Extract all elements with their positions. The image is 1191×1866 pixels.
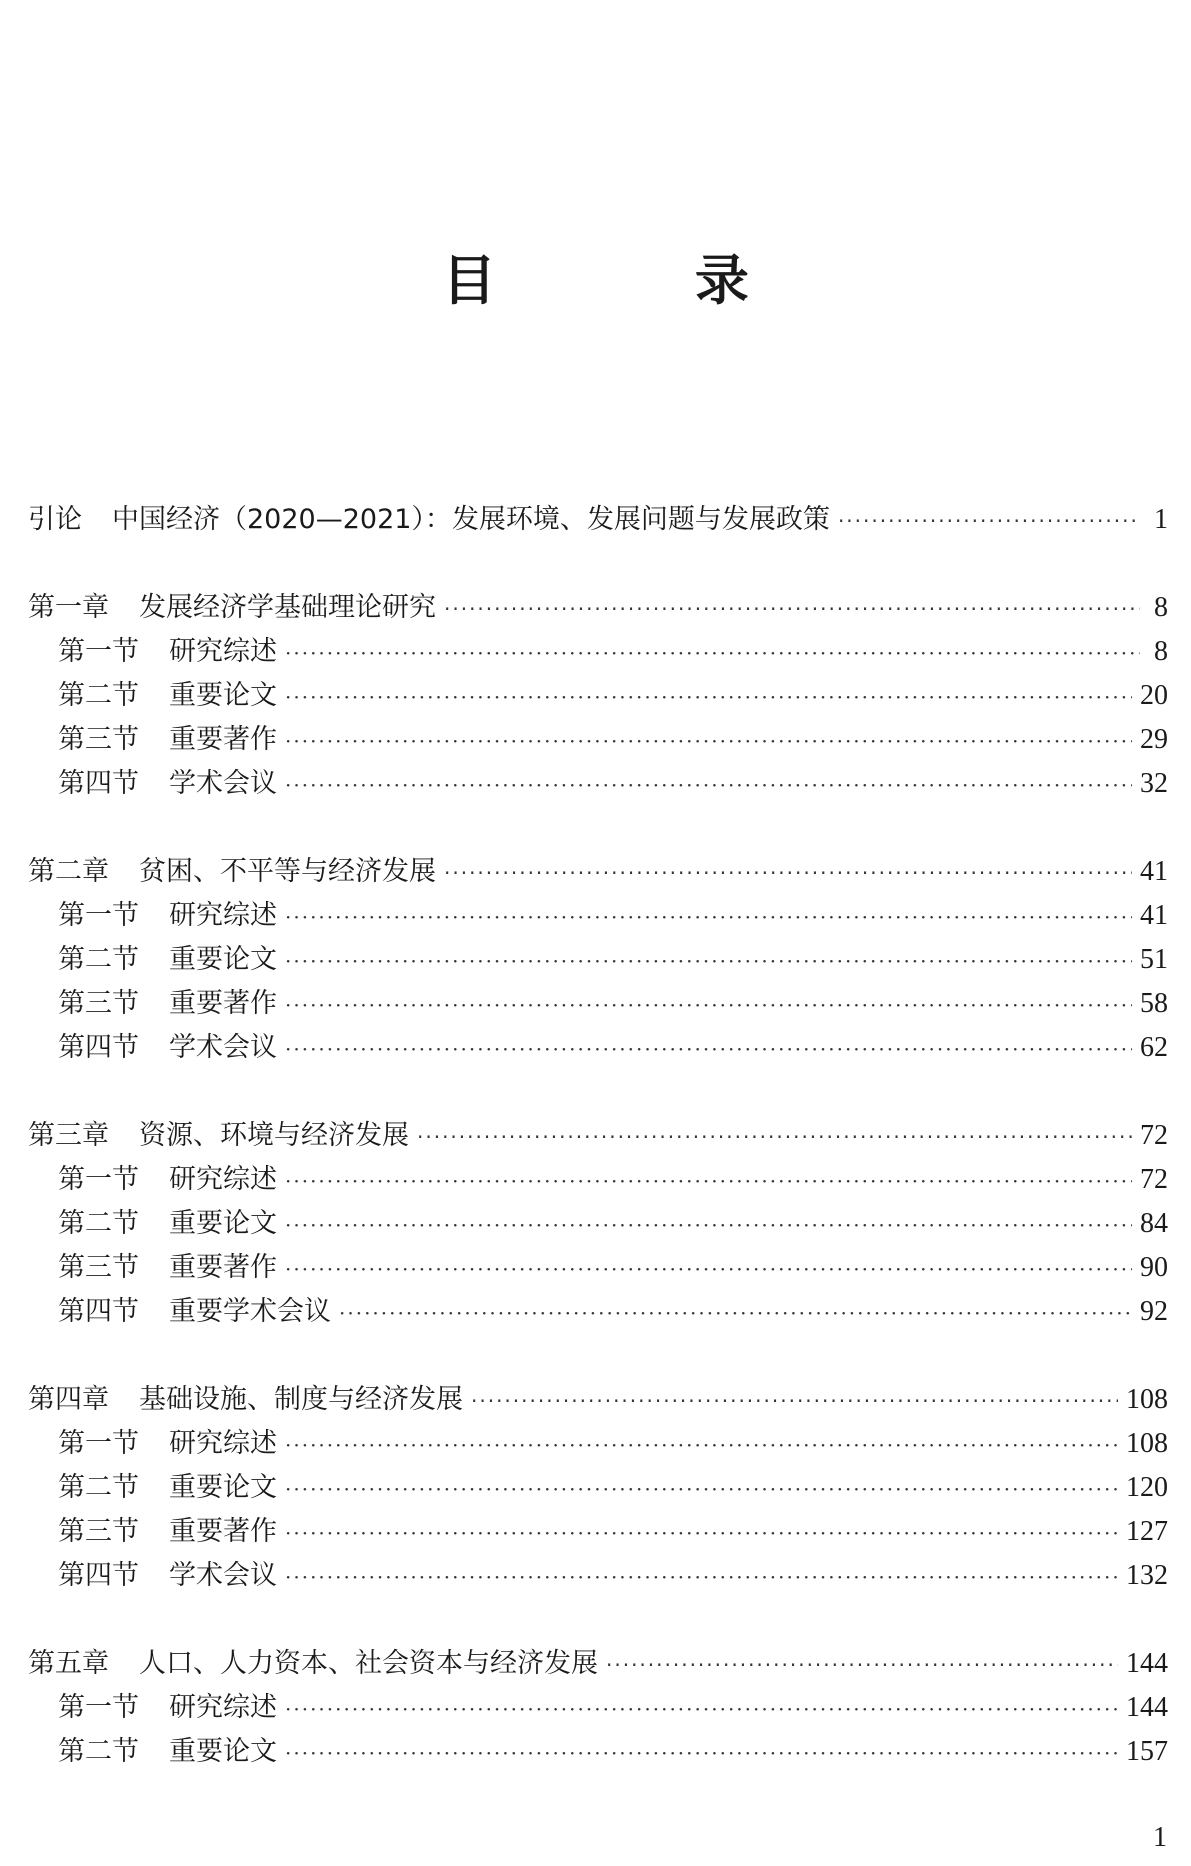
entry-label: 基础设施、制度与经济发展 bbox=[139, 1384, 463, 1415]
entry-page-number: 8 bbox=[1154, 636, 1168, 667]
entry-page-number: 120 bbox=[1126, 1472, 1168, 1503]
toc-section-entry[interactable] bbox=[28, 630, 1168, 674]
chapter-spacer bbox=[28, 542, 1168, 586]
entry-label: 研究综述 bbox=[169, 1428, 277, 1459]
entry-prefix: 第二节 bbox=[58, 1736, 139, 1767]
entry-label: 重要著作 bbox=[169, 1516, 277, 1547]
toc-section-entry[interactable] bbox=[28, 762, 1168, 806]
toc-section-entry[interactable] bbox=[28, 1730, 1168, 1774]
dot-leader bbox=[285, 895, 1132, 939]
toc-intro-entry[interactable] bbox=[28, 498, 1168, 542]
toc-section-entry[interactable] bbox=[28, 1422, 1168, 1466]
chapter-spacer bbox=[28, 1598, 1168, 1642]
entry-label: 学术会议 bbox=[169, 1560, 277, 1591]
toc-section-entry[interactable] bbox=[28, 1202, 1168, 1246]
dot-leader bbox=[417, 1115, 1132, 1159]
dot-leader bbox=[285, 763, 1132, 807]
dot-leader bbox=[285, 1687, 1118, 1731]
dot-leader bbox=[285, 939, 1132, 983]
entry-page-number: 29 bbox=[1140, 724, 1168, 755]
entry-label: 中国经济（2020—2021）：发展环境、发展问题与发展政策 bbox=[112, 504, 830, 535]
entry-prefix: 第一节 bbox=[58, 900, 139, 931]
dot-leader bbox=[285, 983, 1132, 1027]
dot-leader bbox=[339, 1291, 1132, 1335]
entry-page-number: 32 bbox=[1140, 768, 1168, 799]
entry-label: 重要著作 bbox=[169, 1252, 277, 1283]
entry-page-number: 58 bbox=[1140, 988, 1168, 1019]
entry-page-number: 92 bbox=[1140, 1296, 1168, 1327]
entry-label: 学术会议 bbox=[169, 1032, 277, 1063]
entry-page-number: 157 bbox=[1126, 1736, 1168, 1767]
chapter-spacer bbox=[28, 806, 1168, 850]
entry-page-number: 72 bbox=[1140, 1164, 1168, 1195]
entry-page-number: 1 bbox=[1154, 504, 1168, 535]
entry-prefix: 第四节 bbox=[58, 768, 139, 799]
entry-label: 人口、人力资本、社会资本与经济发展 bbox=[139, 1648, 598, 1679]
entry-label: 重要论文 bbox=[169, 944, 277, 975]
entry-prefix: 第一节 bbox=[58, 636, 139, 667]
entry-prefix: 第一节 bbox=[58, 1428, 139, 1459]
entry-prefix: 引论 bbox=[28, 504, 82, 535]
toc-section-entry[interactable] bbox=[28, 1554, 1168, 1598]
toc-chapter-entry[interactable] bbox=[28, 1378, 1168, 1422]
entry-label: 重要著作 bbox=[169, 988, 277, 1019]
entry-page-number: 127 bbox=[1126, 1516, 1168, 1547]
dot-leader bbox=[285, 1511, 1118, 1555]
dot-leader bbox=[471, 1379, 1118, 1423]
chapter-spacer bbox=[28, 1070, 1168, 1114]
entry-prefix: 第三节 bbox=[58, 1252, 139, 1283]
entry-page-number: 132 bbox=[1126, 1560, 1168, 1591]
dot-leader bbox=[285, 1203, 1132, 1247]
toc-section-entry[interactable] bbox=[28, 1246, 1168, 1290]
entry-prefix: 第三节 bbox=[58, 1516, 139, 1547]
entry-page-number: 41 bbox=[1140, 900, 1168, 931]
table-of-contents bbox=[28, 498, 1168, 1774]
toc-section-entry[interactable] bbox=[28, 938, 1168, 982]
page-title: 目 录 bbox=[442, 249, 839, 312]
entry-label: 重要论文 bbox=[169, 680, 277, 711]
toc-section-entry[interactable] bbox=[28, 894, 1168, 938]
toc-chapter-entry[interactable] bbox=[28, 586, 1168, 630]
entry-page-number: 72 bbox=[1140, 1120, 1168, 1151]
dot-leader bbox=[285, 1555, 1118, 1599]
entry-label: 重要学术会议 bbox=[169, 1296, 331, 1327]
entry-label: 重要论文 bbox=[169, 1208, 277, 1239]
dot-leader bbox=[444, 851, 1132, 895]
entry-page-number: 144 bbox=[1126, 1692, 1168, 1723]
entry-page-number: 8 bbox=[1154, 592, 1168, 623]
dot-leader bbox=[838, 499, 1140, 543]
entry-label: 研究综述 bbox=[169, 900, 277, 931]
toc-section-entry[interactable] bbox=[28, 1510, 1168, 1554]
toc-chapter-entry[interactable] bbox=[28, 1642, 1168, 1686]
entry-prefix: 第一章 bbox=[28, 592, 109, 623]
entry-label: 贫困、不平等与经济发展 bbox=[139, 856, 436, 887]
dot-leader bbox=[606, 1643, 1118, 1687]
entry-page-number: 20 bbox=[1140, 680, 1168, 711]
entry-prefix: 第三章 bbox=[28, 1120, 109, 1151]
entry-prefix: 第四节 bbox=[58, 1560, 139, 1591]
entry-page-number: 90 bbox=[1140, 1252, 1168, 1283]
toc-section-entry[interactable] bbox=[28, 1026, 1168, 1070]
entry-label: 发展经济学基础理论研究 bbox=[139, 592, 436, 623]
entry-prefix: 第一节 bbox=[58, 1692, 139, 1723]
entry-prefix: 第四节 bbox=[58, 1296, 139, 1327]
dot-leader bbox=[285, 675, 1132, 719]
dot-leader bbox=[285, 1159, 1132, 1203]
dot-leader bbox=[285, 631, 1140, 675]
entry-prefix: 第四章 bbox=[28, 1384, 109, 1415]
toc-section-entry[interactable] bbox=[28, 718, 1168, 762]
toc-chapter-entry[interactable] bbox=[28, 850, 1168, 894]
entry-label: 资源、环境与经济发展 bbox=[139, 1120, 409, 1151]
entry-label: 重要论文 bbox=[169, 1472, 277, 1503]
dot-leader bbox=[444, 587, 1140, 631]
entry-prefix: 第二节 bbox=[58, 1208, 139, 1239]
toc-section-entry[interactable] bbox=[28, 1686, 1168, 1730]
dot-leader bbox=[285, 1731, 1118, 1775]
entry-prefix: 第三节 bbox=[58, 988, 139, 1019]
dot-leader bbox=[285, 1467, 1118, 1511]
entry-page-number: 108 bbox=[1126, 1384, 1168, 1415]
dot-leader bbox=[285, 1423, 1118, 1467]
entry-prefix: 第二节 bbox=[58, 1472, 139, 1503]
toc-section-entry[interactable] bbox=[28, 982, 1168, 1026]
entry-page-number: 108 bbox=[1126, 1428, 1168, 1459]
toc-section-entry[interactable] bbox=[28, 674, 1168, 718]
entry-page-number: 62 bbox=[1140, 1032, 1168, 1063]
entry-prefix: 第四节 bbox=[58, 1032, 139, 1063]
dot-leader bbox=[285, 1027, 1132, 1071]
toc-section-entry[interactable] bbox=[28, 1466, 1168, 1510]
chapter-spacer bbox=[28, 1334, 1168, 1378]
entry-label: 研究综述 bbox=[169, 636, 277, 667]
entry-prefix: 第二节 bbox=[58, 680, 139, 711]
entry-page-number: 51 bbox=[1140, 944, 1168, 975]
toc-chapter-entry[interactable] bbox=[28, 1114, 1168, 1158]
entry-prefix: 第二节 bbox=[58, 944, 139, 975]
entry-label: 学术会议 bbox=[169, 768, 277, 799]
dot-leader bbox=[285, 719, 1132, 763]
entry-label: 重要论文 bbox=[169, 1736, 277, 1767]
entry-page-number: 144 bbox=[1126, 1648, 1168, 1679]
entry-prefix: 第三节 bbox=[58, 724, 139, 755]
page-number: 1 bbox=[1153, 1822, 1167, 1853]
toc-section-entry[interactable] bbox=[28, 1290, 1168, 1334]
entry-label: 重要著作 bbox=[169, 724, 277, 755]
entry-prefix: 第五章 bbox=[28, 1648, 109, 1679]
entry-label: 研究综述 bbox=[169, 1692, 277, 1723]
entry-page-number: 41 bbox=[1140, 856, 1168, 887]
entry-prefix: 第一节 bbox=[58, 1164, 139, 1195]
toc-section-entry[interactable] bbox=[28, 1158, 1168, 1202]
entry-label: 研究综述 bbox=[169, 1164, 277, 1195]
dot-leader bbox=[285, 1247, 1132, 1291]
entry-prefix: 第二章 bbox=[28, 856, 109, 887]
entry-page-number: 84 bbox=[1140, 1208, 1168, 1239]
